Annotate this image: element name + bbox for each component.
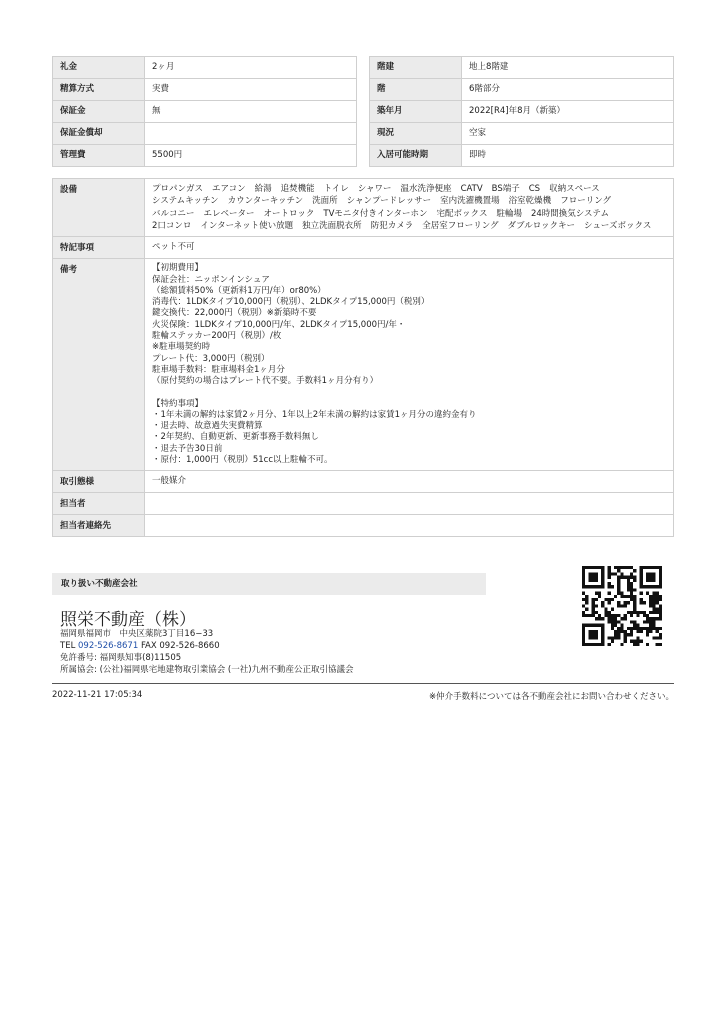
equipment-item: 浴室乾燥機 [508, 196, 552, 207]
remarks-line: 消毒代：1LDKタイプ10,000円（税別）、2LDKタイプ15,000円（税別） [152, 297, 430, 308]
table-row [370, 145, 674, 167]
row-label: 入居可能時期 [370, 145, 462, 167]
footer-divider [52, 683, 674, 684]
remarks-line: プレート代：3,000円（税別） [152, 353, 270, 364]
equipment-item: フローリング [560, 196, 612, 207]
row-label: 築年月 [370, 101, 462, 123]
row-value: 無 [145, 101, 357, 123]
row-value: 6階部分 [462, 79, 674, 101]
company-name: 照栄不動産（株） [60, 610, 196, 630]
remarks-line: ・2年契約、自動更新、更新事務手数料無し [152, 432, 319, 443]
row-label: 階建 [370, 57, 462, 79]
remarks-row [53, 259, 674, 471]
equipment-item: プロパンガス [152, 184, 204, 194]
table-row [370, 123, 674, 145]
equipment-item: 宅配ボックス [436, 208, 488, 219]
equipment-item: エアコン [212, 184, 246, 194]
equipment-item: 全居室フローリング [422, 220, 499, 231]
remarks-line: 鍵交換代：22,000円（税別）※新築時不要 [152, 308, 317, 319]
equipment-item: バルコニー [152, 208, 195, 219]
table-row [53, 57, 357, 79]
table-row [53, 101, 357, 123]
row-value: 2022[R4]年8月（新築） [462, 101, 674, 123]
footer-note: ※仲介手数料については各不動産会社にお問い合わせください。 [429, 692, 674, 702]
remarks-line: 【特約事項】 [152, 398, 204, 409]
table-row [53, 123, 357, 145]
fax-label: FAX [140, 641, 157, 651]
table-row [370, 101, 674, 123]
row-label: 保証金 [53, 101, 145, 123]
staff-label: 担当者 [53, 493, 145, 515]
equipment-item: 独立洗面脱衣所 [302, 220, 362, 231]
equipment-item: トイレ [323, 184, 349, 194]
row-value: 地上8階建 [462, 57, 674, 79]
equipment-item: エレベーター [203, 208, 255, 219]
equipment-item: 室内洗濯機置場 [440, 196, 500, 207]
row-label: 保証金償却 [53, 123, 145, 145]
equipment-item: 2口コンロ [152, 220, 192, 231]
fee-table [52, 56, 357, 167]
remarks-line: 【初期費用】 [152, 263, 204, 274]
tel-label: TEL [60, 641, 76, 651]
deal-type-value: 一般媒介 [145, 471, 674, 493]
equipment-item: 収納スペース [549, 184, 600, 194]
remarks-text [145, 259, 674, 471]
remarks-spacer [152, 388, 666, 399]
equipment-item: 温水洗浄便座 [400, 184, 452, 194]
equipment-item: 駐輪場 [496, 208, 522, 219]
remarks-line: 駐車場手数料：駐車場料金1ヶ月分 [152, 364, 285, 375]
equipment-row [53, 179, 674, 237]
company-section-header: 取り扱い不動産会社 [52, 573, 486, 595]
equipment-item: BS端子 [491, 184, 520, 194]
equipment-list [145, 179, 674, 237]
equipment-item: シャワー [357, 184, 392, 194]
special-value: ペット不可 [145, 237, 674, 259]
row-value: 実費 [145, 79, 357, 101]
row-label: 精算方式 [53, 79, 145, 101]
equipment-item: シューズボックス [584, 220, 652, 231]
company-address: 福岡県福岡市 中央区薬院3丁目16−33 [60, 629, 214, 639]
building-table [369, 56, 674, 167]
special-label: 特記事項 [53, 237, 145, 259]
equipment-item: オートロック [263, 208, 315, 219]
row-value: 2ヶ月 [145, 57, 357, 79]
deal-type-label: 取引態様 [53, 471, 145, 493]
license-number: 免許番号: 福岡県知事(8)11505 [60, 653, 182, 663]
table-row [370, 57, 674, 79]
deal-type-row [53, 471, 674, 493]
equipment-item: 洗面所 [312, 196, 338, 207]
association: 所属協会: (公社)福岡県宅地建物取引業協会 (一社)九州不動産公正取引協議会 [60, 665, 354, 675]
row-label: 現況 [370, 123, 462, 145]
remarks-line: ・1年未満の解約は家賃2ヶ月分、1年以上2年未満の解約は家賃1ヶ月分の違約金有り [152, 409, 477, 420]
staff-value [145, 493, 674, 515]
company-info [60, 628, 354, 676]
remarks-line: ・退去時、故意過失実費精算 [152, 421, 263, 432]
special-row [53, 237, 674, 259]
remarks-label: 備考 [53, 259, 145, 471]
row-value: 5500円 [145, 145, 357, 167]
company-phone-row [60, 640, 354, 652]
tel-link[interactable]: 092-526-8671 [78, 641, 139, 651]
row-value: 空家 [462, 123, 674, 145]
staff-contact-label: 担当者連絡先 [53, 515, 145, 537]
remarks-line: ・退去予告30日前 [152, 443, 223, 454]
table-row [53, 145, 357, 167]
remarks-line: （原付契約の場合はプレート代不要。手数料1ヶ月分有り） [152, 376, 379, 387]
remarks-line: 保証会社：ニッポンインシュア [152, 274, 270, 285]
remarks-line: 火災保険：1LDKタイプ10,000円/年、2LDKタイプ15,000円/年・ [152, 319, 406, 330]
staff-row [53, 493, 674, 515]
equipment-item: インターネット使い放題 [200, 220, 294, 231]
equipment-label: 設備 [53, 179, 145, 237]
equipment-item: ダブルロックキー [507, 220, 576, 231]
staff-contact-row [53, 515, 674, 537]
table-row [370, 79, 674, 101]
details-table [52, 178, 674, 537]
equipment-item: 追焚機能 [280, 184, 315, 194]
row-label: 礼金 [53, 57, 145, 79]
equipment-item: カウンターキッチン [227, 196, 304, 207]
equipment-item: システムキッチン [152, 196, 219, 207]
equipment-item: 24時間換気システム [530, 208, 609, 219]
print-timestamp: 2022-11-21 17:05:34 [52, 690, 143, 700]
table-row [53, 79, 357, 101]
equipment-item: 給湯 [254, 184, 272, 194]
remarks-line: 駐輪ステッカー200円（税別）/枚 [152, 331, 282, 342]
equipment-item: CS [528, 184, 541, 194]
row-value: 即時 [462, 145, 674, 167]
equipment-item: 防犯カメラ [370, 220, 414, 231]
row-label: 階 [370, 79, 462, 101]
fax-number: 092-526-8660 [159, 641, 220, 651]
equipment-item: TVモニタ付きインターホン [323, 208, 428, 219]
remarks-line: ※駐車場契約時 [152, 342, 211, 353]
row-label: 管理費 [53, 145, 145, 167]
staff-contact-value [145, 515, 674, 537]
row-value [145, 123, 357, 145]
remarks-line: （総額賃料50%（更新料1万円/年）or80%） [152, 285, 326, 296]
qr-code-icon [582, 566, 662, 646]
equipment-item: CATV [460, 184, 483, 194]
equipment-item: シャンプードレッサー [346, 196, 432, 207]
remarks-line: ・原付：1,000円（税別）51cc以上駐輪不可。 [152, 455, 333, 465]
